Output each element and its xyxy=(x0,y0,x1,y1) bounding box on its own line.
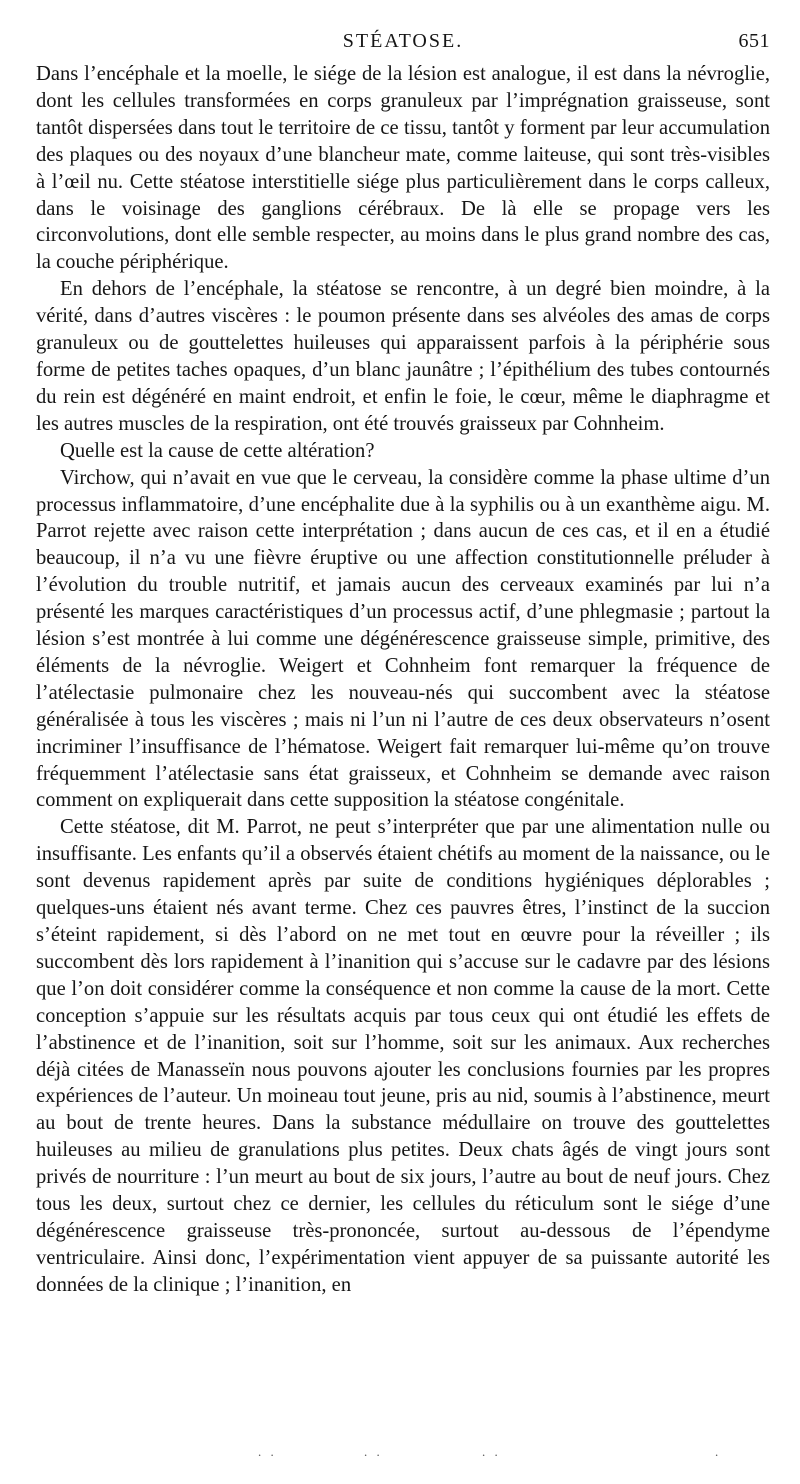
footer-mark: . xyxy=(715,1444,722,1459)
running-head xyxy=(36,30,770,56)
paragraph-encephale: Dans l’encéphale et la moelle, le siége de la lésion est analogue, il est dans la névroglie, dont les cellules transformées en corps granuleux par l’imprégnation graisseuse, sont tantôt dispersées dans tout le territoire de ce tissu, tantôt y forment par leur accumulation des plaques ou des noyaux d’une blancheur mate, comme laiteuse, qui sont très-visibles à l’œil nu. Cette stéatose interstitielle siége plus particulièrement dans le corps calleux, dans le voisinage des ganglions cérébraux. De là elle se propage vers les circonvolutions, dont elle semble respecter, au moins dans le plus grand nombre des cas, la couche périphérique. xyxy=(36,63,770,274)
book-page xyxy=(36,30,770,1299)
page-number: 651 xyxy=(738,30,770,52)
footer-marks xyxy=(36,1436,770,1459)
paragraph-parrot: Cette stéatose, dit M. Parrot, ne peut s’interpréter que par une alimentation nulle ou insuffisante. Les enfants qu’il a observés étaient chétifs au moment de la naissance, ou le sont devenus rapidement après par suite de conditions hygiéniques déplorables ; quelques-uns étaient nés avant terme. Chez ces pauvres êtres, l’instinct de la succion s’éteint rapidement, si dès l’abord on ne met tout en œuvre pour la réveiller ; ils succombent dès lors rapidement à l’inanition qui s’accuse sur le cadavre par des lésions que l’on doit considérer comme la conséquence et non comme la cause de la mort. Cette conception s’appuie sur les résultats acquis par tous ceux qui ont étudié les effets de l’abstinence et de l’inanition, soit sur l’homme, soit sur les animaux. Aux recherches déjà citées de Manasseïn nous pouvons ajouter les conclusions fournies par les propres expériences de l’auteur. Un moineau tout jeune, pris au nid, soumis à l’abstinence, meurt au bout de trente heures. Dans la substance médullaire on trouve des gouttelettes huileuses au milieu de granulations plus petites. Deux chats âgés de vingt jours sont privés de nourriture : l’un meurt au bout de six jours, l’autre au bout de neuf jours. Chez tous les deux, surtout chez ce dernier, les cellules du réticulum sont le siége d’une dégénérescence graisseuse très-prononcée, surtout au-dessous de l’épendyme ventriculaire. Ainsi donc, l’expérimentation vient appuyer de sa puissante autorité les données de la clinique ; l’inanition, en xyxy=(36,816,770,1296)
paragraph-virchow: Virchow, qui n’avait en vue que le cerveau, la considère comme la phase ultime d’un processus inflammatoire, d’une encéphalite due à la syphilis ou à un exanthème aigu. M. Parrot rejette avec raison cette interprétation ; dans aucun de ces cas, et il en a étudié beaucoup, il n’a vu une fièvre éruptive ou une affection constitutionnelle préluder à l’évolution du trouble nutritif, et jamais aucun des cerveaux examinés par lui n’a présenté les marques caractéristiques d’un processus actif, d’une phlegmasie ; partout la lésion s’est montrée à lui comme une dégénérescence graisseuse simple, primitive, des éléments de la névroglie. Weigert et Cohnheim font remarquer la fréquence de l’atélectasie pulmonaire chez les nouveau-nés qui succombent avec la stéatose généralisée à tous les viscères ; mais ni l’un ni l’autre de ces deux observateurs n’osent incriminer l’insuffisance de l’hématose. Weigert fait remarquer lui-même qu’on trouve fréquemment l’atélectasie sans état graisseux, et Cohnheim se demande avec raison comment on expliquerait dans cette supposition la stéatose congénitale. xyxy=(36,466,770,812)
footer-mark: . . xyxy=(364,1444,383,1459)
paragraph-visceres: En dehors de l’encéphale, la stéatose se rencontre, à un degré bien moindre, à la vérité, dans d’autres viscères : le poumon présente dans ses alvéoles des amas de corps granuleux ou de gouttelettes huileuses qui apparaissent parfois à la périphérie sous forme de petites taches opaques, d’un blanc jaunâtre ; l’épithélium des tubes contournés du rein est dégénéré en maint endroit, et enfin le foie, le cœur, même le diaphragme et les autres muscles de la respiration, ont été trouvés graisseux par Cohnheim. xyxy=(36,278,770,435)
footer-mark: . . xyxy=(482,1444,501,1459)
running-title: STÉATOSE. xyxy=(342,30,464,52)
footer-mark: . . xyxy=(258,1444,277,1459)
paragraph-question: Quelle est la cause de cette altération? xyxy=(60,439,375,462)
body-text xyxy=(36,61,770,1299)
